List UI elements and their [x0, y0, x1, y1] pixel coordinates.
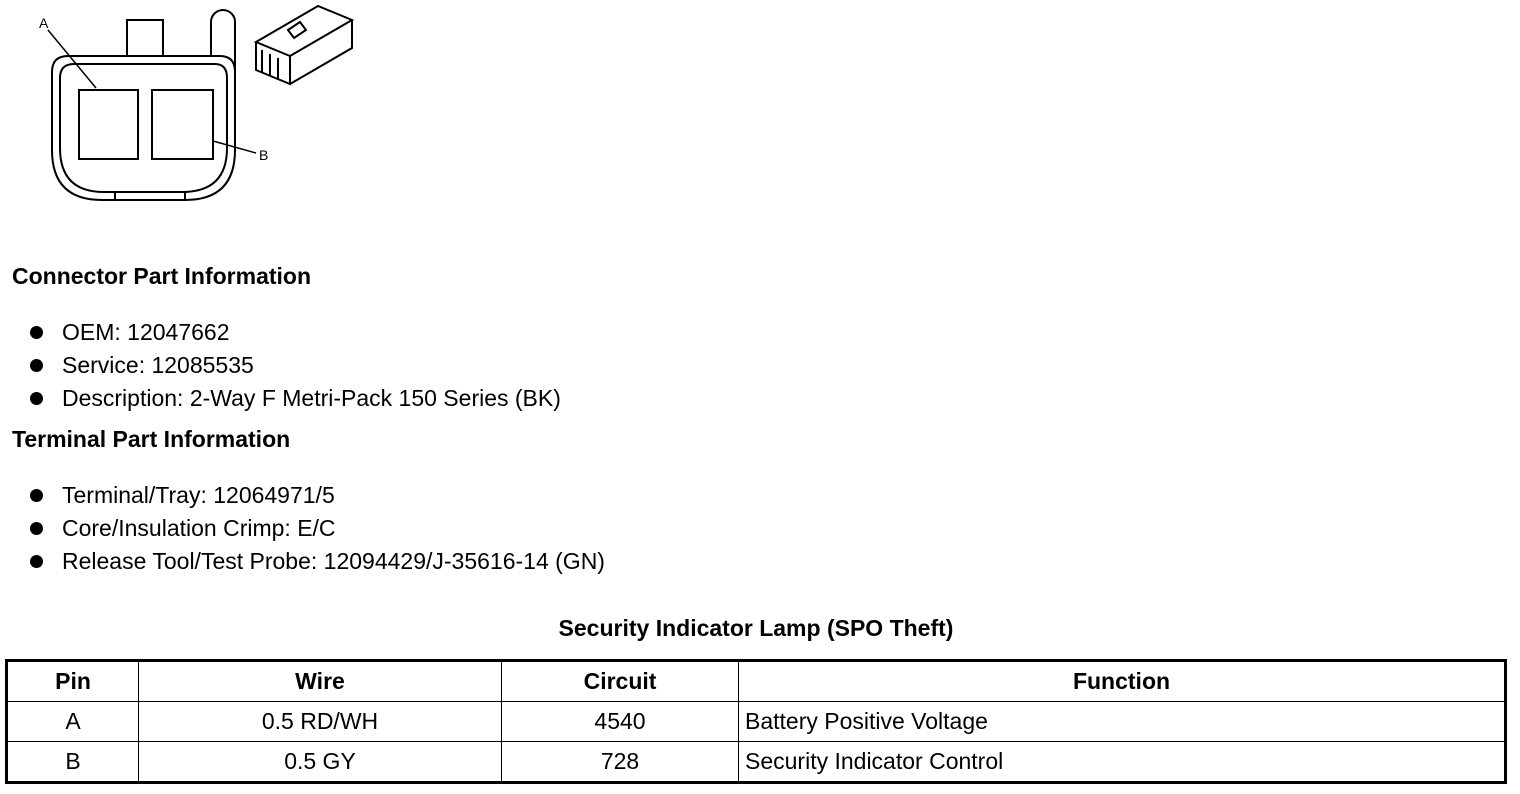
header-pin: Pin: [7, 661, 139, 702]
table-row: [7, 702, 1506, 742]
cell-wire: 0.5 RD/WH: [139, 702, 502, 742]
table-header-row: [7, 661, 1506, 702]
header-circuit: Circuit: [502, 661, 739, 702]
bullet-icon: [30, 326, 43, 339]
bullet-icon: [30, 359, 43, 372]
terminal-list: [28, 479, 605, 578]
pin-label-a: A: [39, 15, 49, 31]
list-item: Core/Insulation Crimp: E/C: [28, 512, 605, 545]
terminal-heading: Terminal Part Information: [12, 426, 291, 452]
cell-function: Battery Positive Voltage: [739, 702, 1506, 742]
header-wire: Wire: [139, 661, 502, 702]
list-item: Terminal/Tray: 12064971/5: [28, 479, 605, 512]
header-function: Function: [739, 661, 1506, 702]
connector-list: [28, 316, 561, 415]
list-item: Service: 12085535: [28, 349, 561, 382]
list-item: OEM: 12047662: [28, 316, 561, 349]
table-row: [7, 742, 1506, 783]
cell-circuit: 4540: [502, 702, 739, 742]
cell-pin: A: [7, 702, 139, 742]
pinout-table: [5, 659, 1507, 784]
pin-label-b: B: [259, 147, 269, 163]
bullet-icon: [30, 392, 43, 405]
bullet-icon: [30, 489, 43, 502]
cell-wire: 0.5 GY: [139, 742, 502, 783]
bullet-icon: [30, 522, 43, 535]
table-title: Security Indicator Lamp (SPO Theft): [558, 615, 954, 641]
cell-pin: B: [7, 742, 139, 783]
bullet-icon: [30, 555, 43, 568]
cell-function: Security Indicator Control: [739, 742, 1506, 783]
list-item: Description: 2-Way F Metri-Pack 150 Series (BK): [28, 382, 561, 415]
connector-heading: Connector Part Information: [12, 263, 312, 289]
cell-circuit: 728: [502, 742, 739, 783]
list-item: Release Tool/Test Probe: 12094429/J-35616-14 (GN): [28, 545, 605, 578]
connector-diagram: [0, 0, 380, 215]
